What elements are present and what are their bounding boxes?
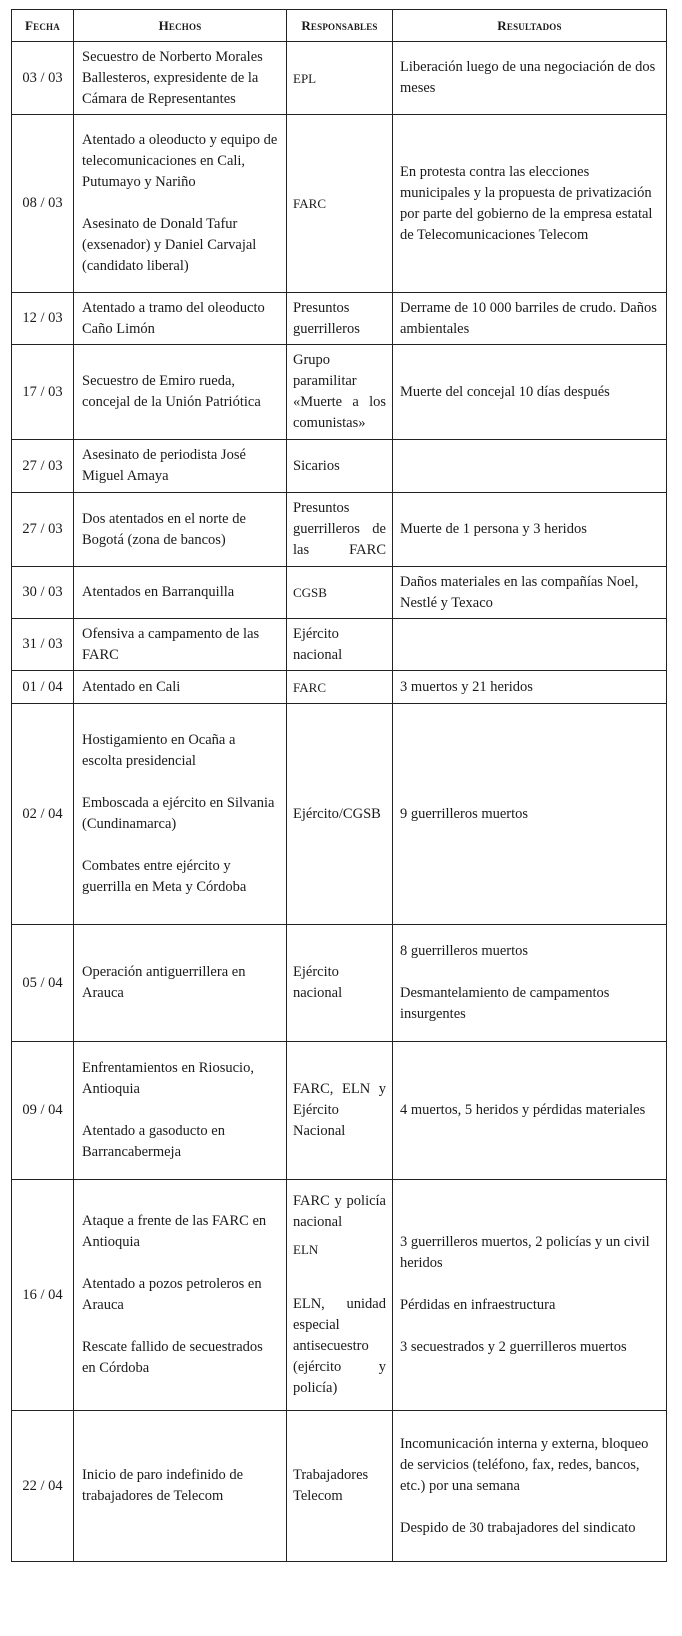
resultado-text: 3 guerrilleros muertos, 2 policías y un civil heridos xyxy=(400,1234,650,1271)
table-row xyxy=(11,671,667,704)
resultado-text: 9 guerrilleros muertos xyxy=(400,805,529,822)
resultado-text: Muerte del concejal 10 días después xyxy=(400,383,610,400)
hechos-cell xyxy=(73,1042,286,1179)
date-cell: 09 / 04 xyxy=(22,1102,63,1118)
hechos-cell xyxy=(73,115,286,292)
hechos-cell xyxy=(73,1411,286,1561)
responsable-text: Ejército/CGSB xyxy=(293,805,381,822)
responsable-text: FARC y policía nacional xyxy=(293,1193,386,1230)
date-cell: 22 / 04 xyxy=(22,1477,63,1494)
resultados-cell xyxy=(392,345,666,439)
responsable-text: FARC xyxy=(293,196,326,211)
responsables-cell xyxy=(286,293,392,344)
resultado-text: Incomunicación interna y externa, bloqueo de servicios (teléfono, fax, redes, bancos, etc.) por una semana xyxy=(400,1435,649,1494)
responsable-text: FARC, ELN y Ejército Nacional xyxy=(293,1081,386,1139)
date-cell: 08 / 03 xyxy=(22,195,63,211)
hechos-cell xyxy=(73,1180,286,1410)
responsables-cell xyxy=(286,1411,392,1561)
header-fecha: Fecha xyxy=(25,18,60,33)
resultados-cell xyxy=(392,115,666,292)
date-cell: 31 / 03 xyxy=(22,636,63,652)
responsables-cell xyxy=(286,115,392,292)
hecho-text: Operación antiguerrillera en Arauca xyxy=(82,964,246,1001)
resultado-text: Liberación luego de una negociación de dos meses xyxy=(400,59,656,96)
date-cell: 03 / 03 xyxy=(22,69,63,86)
hecho-text: Secuestro de Emiro rueda, concejal de la Unión Patriótica xyxy=(82,373,261,410)
table-row xyxy=(11,1411,667,1562)
resultados-cell xyxy=(392,1180,666,1410)
responsables-cell xyxy=(286,925,392,1041)
responsable-text: EPL xyxy=(293,70,317,86)
resultado-text: En protesta contra las elecciones municipales y la propuesta de privatización por parte del gobierno de la empresa estatal de Telecomunicaciones Telecom xyxy=(400,163,653,243)
date-cell: 27 / 03 xyxy=(22,521,63,537)
resultado-text: 8 guerrilleros muertos xyxy=(400,943,529,959)
hecho-text: Atentado a gasoducto en Barrancabermeja xyxy=(82,1123,225,1160)
hechos-cell xyxy=(73,345,286,439)
hecho-text: Dos atentados en el norte de Bogotá (zona de bancos) xyxy=(82,510,246,548)
hechos-cell xyxy=(73,42,286,114)
responsable-text: Presuntos guerrilleros xyxy=(293,299,360,337)
hecho-text: Ataque a frente de las FARC en Antioquia xyxy=(82,1213,267,1250)
date-cell: 05 / 04 xyxy=(22,974,63,991)
table-row xyxy=(11,42,667,115)
resultados-cell xyxy=(392,671,666,703)
hecho-text: Atentado a oleoducto y equipo de telecomunicaciones en Cali, Putumayo y Nariño xyxy=(82,132,278,190)
resultado-text: 3 secuestrados y 2 guerrilleros muertos xyxy=(400,1339,627,1355)
responsables-cell xyxy=(286,42,392,114)
hecho-text: Inicio de paro indefinido de trabajadores de Telecom xyxy=(82,1467,244,1504)
table-row xyxy=(11,293,667,345)
table-row xyxy=(11,1180,667,1411)
hecho-text: Rescate fallido de secuestrados en Córdoba xyxy=(82,1339,263,1376)
table-row xyxy=(11,115,667,293)
resultados-cell xyxy=(392,1042,666,1179)
responsables-cell xyxy=(286,671,392,703)
hecho-text: Asesinato de periodista José Miguel Amaya xyxy=(82,447,246,484)
date-cell: 12 / 03 xyxy=(22,310,63,326)
table-row xyxy=(11,925,667,1042)
hechos-cell xyxy=(73,567,286,618)
table-row xyxy=(11,567,667,619)
date-cell: 16 / 04 xyxy=(22,1286,63,1303)
table-header-row xyxy=(11,9,667,42)
responsable-text: ELN, unidad especial antisecuestro (ejército y policía) xyxy=(293,1296,386,1396)
responsables-cell xyxy=(286,704,392,924)
resultados-cell xyxy=(392,42,666,114)
hecho-text: Enfrentamientos en Riosucio, Antioquia xyxy=(82,1060,254,1097)
responsables-cell xyxy=(286,1180,392,1410)
hecho-text: Combates entre ejército y guerrilla en Meta y Córdoba xyxy=(82,858,247,895)
responsable-text: CGSB xyxy=(293,585,327,600)
resultados-cell xyxy=(392,493,666,566)
hecho-text: Atentado en Cali xyxy=(82,678,181,695)
responsable-text: Trabajadores Telecom xyxy=(293,1467,369,1504)
date-cell: 30 / 03 xyxy=(22,584,63,600)
hecho-text: Emboscada a ejército en Silvania (Cundinamarca) xyxy=(82,795,275,832)
resultado-text: Desmantelamiento de campamentos insurgentes xyxy=(400,985,610,1022)
header-resultados: Resultados xyxy=(392,10,666,41)
responsable-text: Sicarios xyxy=(293,457,340,474)
header-responsables: Responsables xyxy=(286,10,392,41)
table-row xyxy=(11,493,667,567)
resultado-text: 3 muertos y 21 heridos xyxy=(400,678,533,695)
responsable-text: Ejército nacional xyxy=(293,625,343,663)
resultado-text: Derrame de 10 000 barriles de crudo. Daños ambientales xyxy=(400,299,657,337)
hechos-cell xyxy=(73,440,286,492)
responsable-text: Grupo paramilitar «Muerte a los comunistas» xyxy=(293,352,386,431)
table-row xyxy=(11,440,667,493)
responsable-text: FARC xyxy=(293,679,326,695)
resultados-cell xyxy=(392,567,666,618)
resultado-text: Pérdidas en infraestructura xyxy=(400,1297,556,1313)
resultados-cell xyxy=(392,293,666,344)
responsables-cell xyxy=(286,345,392,439)
date-cell: 01 / 04 xyxy=(22,678,63,695)
responsables-cell xyxy=(286,619,392,670)
hechos-cell xyxy=(73,925,286,1041)
header-hechos: Hechos xyxy=(73,10,286,41)
responsables-cell xyxy=(286,440,392,492)
hecho-text: Hostigamiento en Ocaña a escolta presidencial xyxy=(82,732,236,769)
resultados-cell xyxy=(392,1411,666,1561)
date-cell: 02 / 04 xyxy=(22,805,63,822)
responsables-cell xyxy=(286,1042,392,1179)
table-row xyxy=(11,619,667,671)
responsable-text: Ejército nacional xyxy=(293,964,343,1001)
resultado-text: Despido de 30 trabajadores del sindicato xyxy=(400,1519,636,1536)
resultados-cell xyxy=(392,704,666,924)
hechos-cell xyxy=(73,493,286,566)
resultado-text: Daños materiales en las compañías Noel, Nestlé y Texaco xyxy=(400,573,639,611)
responsables-cell xyxy=(286,493,392,566)
resultados-cell xyxy=(392,619,666,670)
hechos-cell xyxy=(73,293,286,344)
resultado-text: Muerte de 1 persona y 3 heridos xyxy=(400,521,587,537)
responsables-cell xyxy=(286,567,392,618)
table-row xyxy=(11,704,667,925)
resultados-cell xyxy=(392,925,666,1041)
hecho-text: Atentado a pozos petroleros en Arauca xyxy=(82,1276,262,1313)
hechos-cell xyxy=(73,704,286,924)
hecho-text: Secuestro de Norberto Morales Ballesteros, expresidente de la Cámara de Representantes xyxy=(82,48,263,107)
table-row xyxy=(11,1042,667,1180)
resultado-text: 4 muertos, 5 heridos y pérdidas materiales xyxy=(400,1102,646,1118)
date-cell: 27 / 03 xyxy=(22,457,63,474)
responsable-text: Presuntos guerrilleros de las FARC xyxy=(293,500,386,558)
hechos-cell xyxy=(73,619,286,670)
hecho-text: Atentado a tramo del oleoducto Caño Limón xyxy=(82,299,265,337)
resultados-cell xyxy=(392,440,666,492)
hecho-text: Asesinato de Donald Tafur (exsenador) y Daniel Carvajal (candidato liberal) xyxy=(82,216,257,274)
hechos-cell xyxy=(73,671,286,703)
hecho-text: Atentados en Barranquilla xyxy=(82,584,235,600)
date-cell: 17 / 03 xyxy=(22,383,63,400)
responsable-text: ELN xyxy=(293,1242,319,1257)
hecho-text: Ofensiva a campamento de las FARC xyxy=(82,625,260,663)
table-row xyxy=(11,345,667,440)
